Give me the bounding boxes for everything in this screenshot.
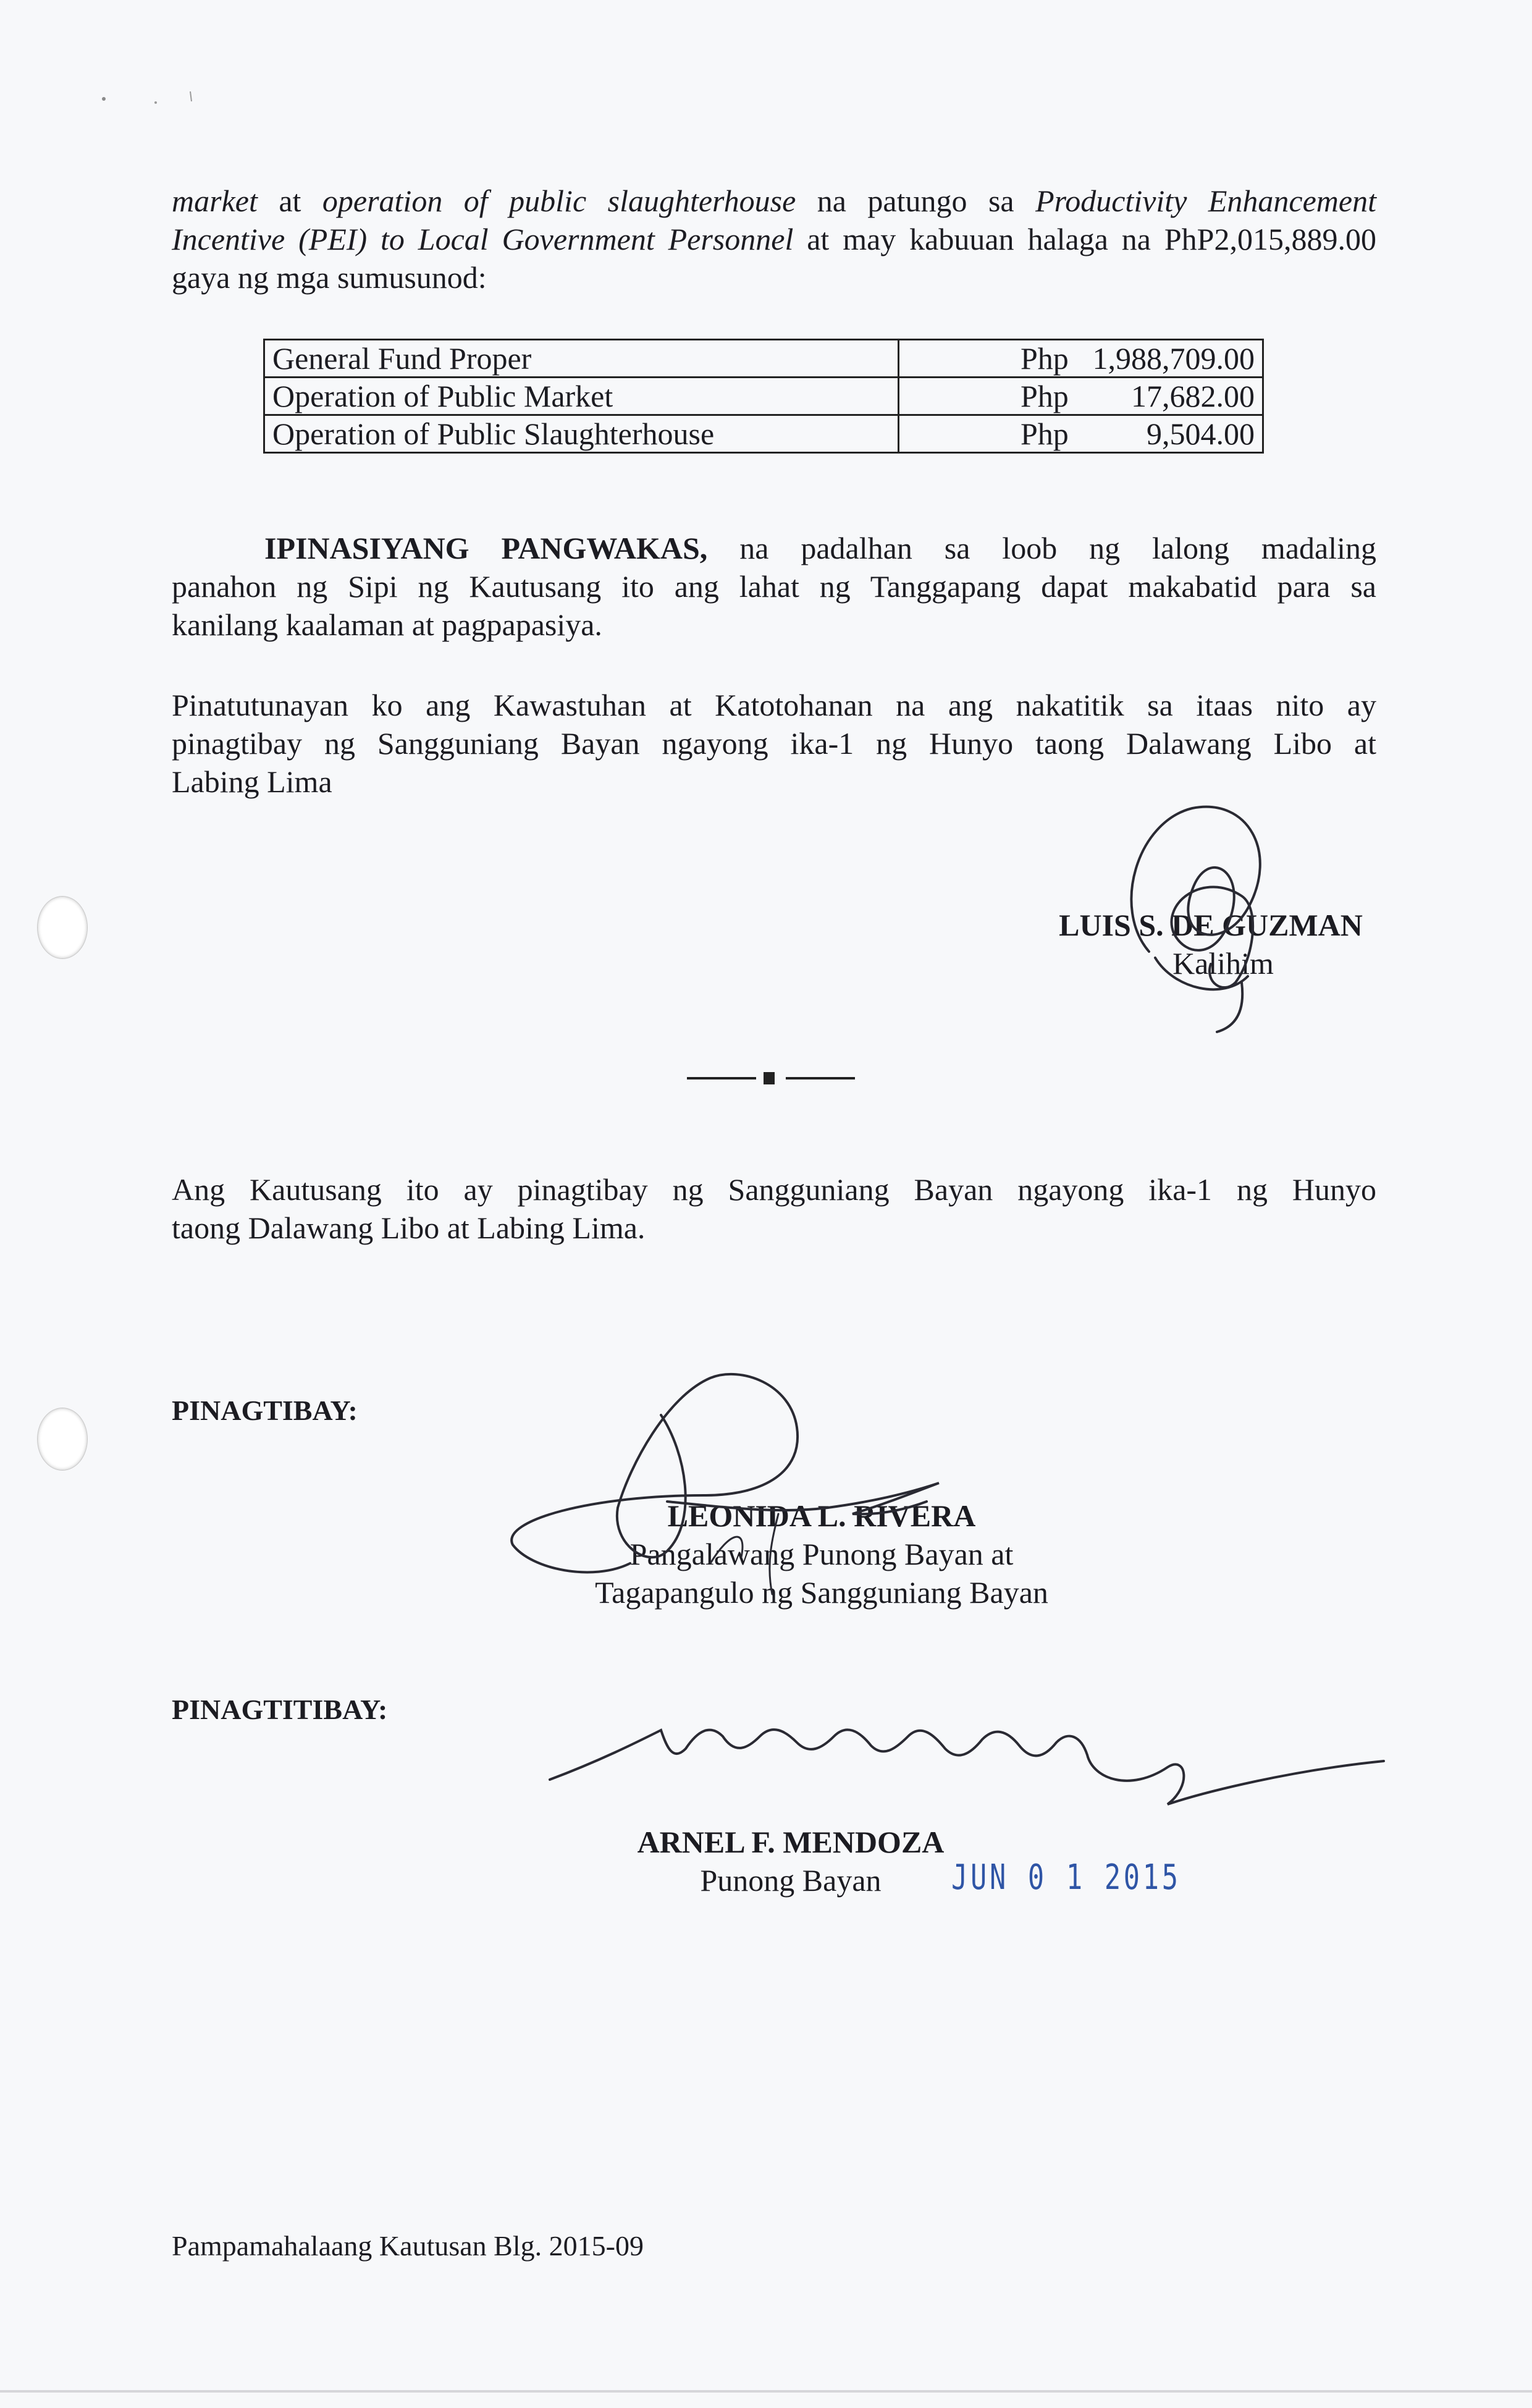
- resolution-line: panahon ng Sipi ng Kautusang ito ang lahat ng Tanggapang dapat makabatid para sa: [172, 569, 1376, 604]
- vice-mayor-signature: [507, 1359, 1013, 1619]
- section-separator: [687, 1069, 860, 1088]
- certification-line: Pinatutunayan ko ang Kawastuhan at Katotohanan na ang nakatitik sa itaas nito ay: [172, 688, 1376, 722]
- approval-note-line: Ang Kautusang ito ay pinagtibay ng Sangguniang Bayan ngayong ika-1 ng Hunyo: [172, 1172, 1376, 1207]
- punch-hole-lower: [37, 1408, 88, 1471]
- intro-segment: operation of public slaughterhouse: [322, 184, 796, 218]
- resolution-heading: IPINASIYANG PANGWAKAS,: [264, 531, 708, 565]
- table-row: [264, 415, 1263, 453]
- intro-line: [172, 182, 1376, 220]
- date-stamp: JUN 0 1 2015: [951, 1857, 1181, 1898]
- fund-currency: Php: [1021, 341, 1069, 376]
- secretary-title: Kalihim: [1172, 946, 1274, 981]
- fund-currency: Php: [1021, 416, 1069, 451]
- page-bottom-edge: [0, 2390, 1532, 2393]
- intro-line: [172, 258, 1376, 297]
- approval-note-paragraph: [172, 1170, 1376, 1247]
- fund-amount: 1,988,709.00: [1092, 341, 1255, 376]
- certification-paragraph: [172, 686, 1376, 801]
- resolution-line: kanilang kaalaman at pagpapasiya.: [172, 607, 602, 642]
- intro-segment: at: [257, 184, 322, 218]
- vice-mayor-title: Tagapangulo ng Sangguniang Bayan: [595, 1575, 1048, 1610]
- approving-label: PINAGTITIBAY:: [172, 1694, 388, 1725]
- intro-segment: na patungo sa: [796, 184, 1036, 218]
- mayor-title: Punong Bayan: [700, 1863, 882, 1898]
- vice-mayor-title: Pangalawang Punong Bayan at: [629, 1537, 1014, 1571]
- mayor-name: ARNEL F. MENDOZA: [637, 1825, 945, 1859]
- punch-hole-upper: [37, 896, 88, 959]
- intro-segment: Incentive (PEI) to Local Government Personnel: [172, 222, 794, 256]
- fund-name: Operation of Public Market: [264, 378, 899, 415]
- intro-segment: at may kabuuan halaga na PhP2,015,889.00: [793, 222, 1376, 256]
- approved-label: PINAGTIBAY:: [172, 1395, 358, 1426]
- scan-specks: [99, 80, 210, 105]
- fund-currency: Php: [1021, 379, 1069, 413]
- secretary-signature: [1100, 797, 1285, 1044]
- fund-amount: 17,682.00: [1131, 379, 1255, 413]
- intro-paragraph: [172, 182, 1376, 297]
- mayor-signature: [550, 1712, 1390, 1817]
- mayor-signature-block: [605, 1823, 976, 1899]
- funds-table: [263, 339, 1264, 454]
- intro-segment: Productivity Enhancement: [1035, 184, 1376, 218]
- table-row: [264, 378, 1263, 415]
- fund-name: General Fund Proper: [264, 340, 899, 378]
- intro-segment: gaya ng mga sumusunod:: [172, 260, 487, 295]
- final-resolution-paragraph: [172, 529, 1376, 644]
- certification-line: Labing Lima: [172, 764, 332, 799]
- table-row: [264, 340, 1263, 378]
- approval-note-line: taong Dalawang Libo at Labing Lima.: [172, 1210, 646, 1245]
- fund-name: Operation of Public Slaughterhouse: [264, 415, 899, 453]
- intro-line: [172, 220, 1376, 258]
- intro-segment: market: [172, 184, 258, 218]
- fund-amount: 9,504.00: [1147, 416, 1255, 451]
- secretary-name: LUIS S. DE GUZMAN: [1059, 908, 1363, 942]
- vice-mayor-name: LEONIDA L. RIVERA: [667, 1498, 976, 1533]
- resolution-line: na padalhan sa loob ng lalong madaling: [707, 531, 1376, 565]
- certification-line: pinagtibay ng Sangguniang Bayan ngayong ika-1 ng Hunyo taong Dalawang Libo at: [172, 726, 1376, 761]
- document-footer: Pampamahalaang Kautusan Blg. 2015-09: [172, 2230, 644, 2262]
